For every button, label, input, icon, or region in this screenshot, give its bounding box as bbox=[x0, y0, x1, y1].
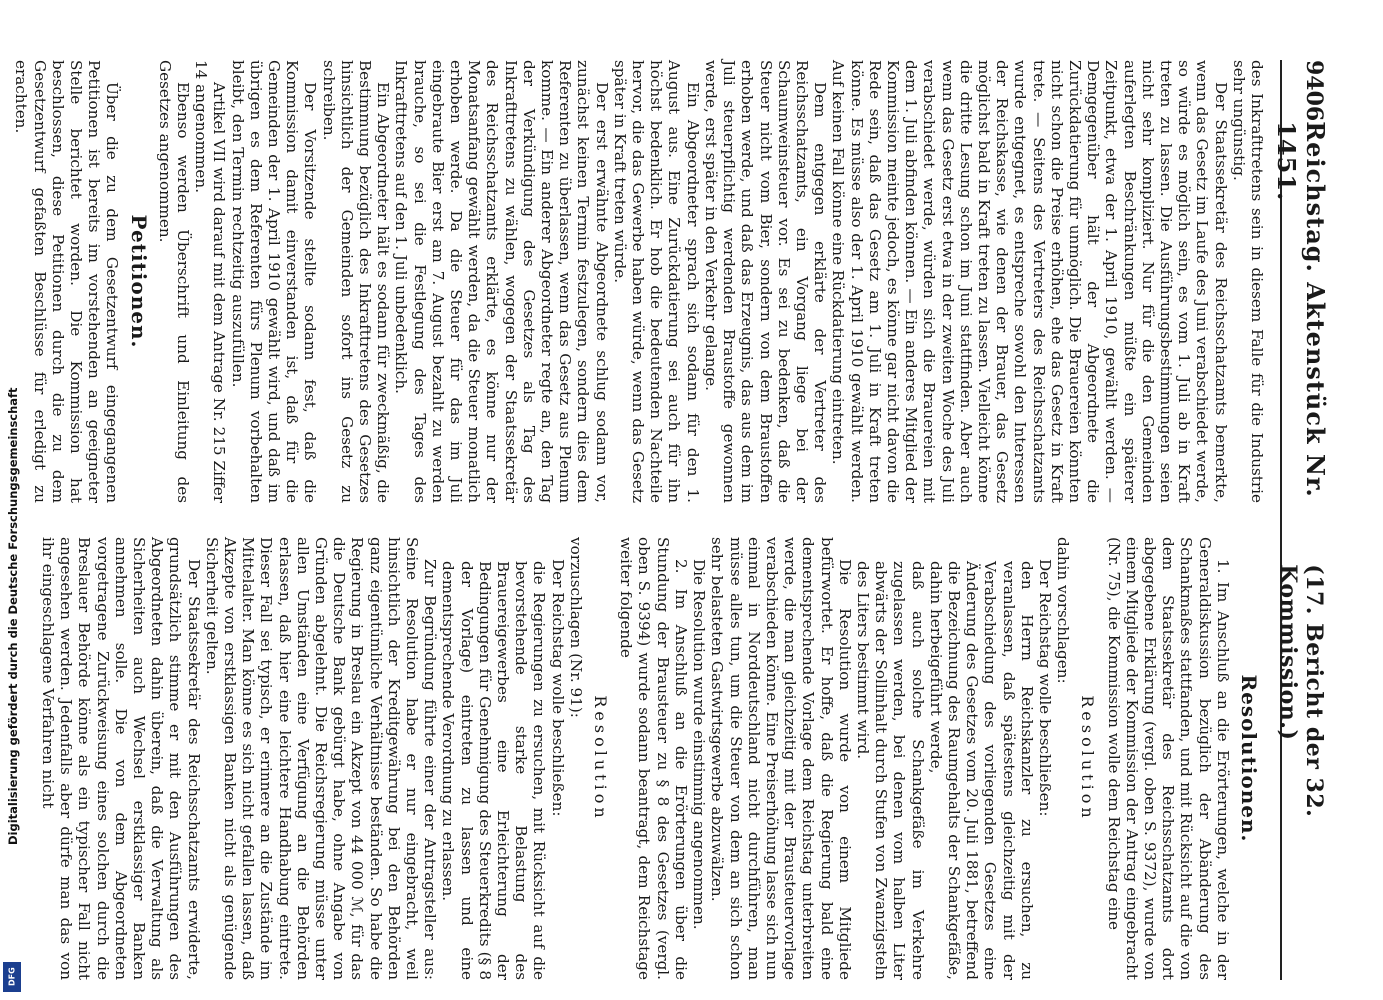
section-heading-petitions: Petitionen. bbox=[126, 214, 151, 349]
right-column bbox=[39, 537, 1266, 980]
paragraph: Ein Abgeordneter sprach sich sodann für den 1. August aus. Eine Zurückdatierung sei auch für ihn höchst bedenklich. Er hob die bedeutenden Nachteile hervor, die das Gewerbe haben würde, wenn das Gesetz später in Kraft treten würde. bbox=[610, 60, 702, 503]
paragraph: Die Resolution wurde einstimmig angenommen. bbox=[690, 559, 709, 930]
paragraph: Der Reichstag wolle beschließen: bbox=[548, 559, 567, 817]
paragraph: Der Staatssekretär des Reichsschatzamts bemerkte, wenn das Gesetz im Laufe des Juni verabschiedet werde, so würde es möglich sein, es vom 1. Juli ab in Kraft treten zu lassen. Die Ausführungsbestimmungen seien nicht sehr kompliziert. Nur für die den Gemeinden auferlegten Beschränkungen müßte ein späterer Zeitpunkt, etwa der 1. April 1910, gewählt werden. — Demgegenüber hält der Abgeordnete die Zurückdatierung für unmöglich. Die Brauereien könnten nicht schon die Preise erhöhen, ehe das Gesetz in Kraft trete. — Seitens des Vertreters des Reichsschatzamts wurde entgegnet, es entspreche sowohl den Interessen der Reichskasse, wie denen der Brauer, das Gesetz möglichst bald in Kraft treten zu lassen. Vielleicht könne die dritte Lesung schon im Juni stattfinden. Aber auch wenn das Gesetz erst etwa in der zweiten Woche des Juli verabschiedet werde, würden sich die Brauereien mit dem 1. Juli abfinden können. — Ein anderes Mitglied der Kommission meinte jedoch, es könne gar nicht davon die Rede sein, daß das Gesetz am 1. Juli in Kraft treten könne. Es müsse also der 1. April 1910 gewählt werden. Auf keinen Fall könne eine Rückdatierung eintreten. bbox=[829, 60, 1230, 503]
paragraph: Der Staatssekretär des Reichsschatzamts erwiderte, grundsätzlich stimme er mit den Ausführungen des Abgeordneten dahin überein, daß die Verwaltung als Sicherheiten auch Wechsel erstklassiger Banken annehmen solle. Die von dem Abgeordneten vorgetragene Zurückweisung eines solchen durch die Breslauer Behörde könne als ein typischer Fall nicht angesehen werden. Jedenfalls aber dürfe man das von ihr eingeschlagene Verfahren nicht bbox=[39, 537, 203, 980]
dfg-logo: DFG bbox=[3, 962, 21, 992]
paragraph: Der erst erwähnte Abgeordnete schlug sodann vor, zunächst keinen Termin festzulegen, sondern dies dem Referenten zu überlassen, wenn das Gesetz aus Plenum komme. — Ein anderer Abgeordneter regte an, den Tag der Verkündigung des Gesetzes als Tag des Inkrafttretens zu wählen, wogegen der Staatssekretär des Reichsschatzamts erklärte, es könne nur der Monatsanfang gewählt werden, da die Steuer monatlich erhoben werde. Da die Steuer für das im Juli eingebraute Bier erst am 7. August bezahlt zu werden brauche, so sei die Festlegung des Tages des Inkrafttretens auf den 1. Juli unbedenklich. bbox=[392, 60, 611, 503]
paragraph: Ein Abgeordneter hält es sodann für zweckmäßig, die Bestimmung bezüglich des Inkrafttretens des Gesetzes hinsichtlich der Gemeinden sofort ins Gesetz zu schreiben. bbox=[319, 60, 393, 503]
paragraph: Über die zu dem Gesetzentwurf eingegangenen Petitionen ist bereits im vorstehenden an geeigneter Stelle berichtet worden. Die Kommission hat beschlossen, diese Petitionen durch die zu dem Gesetzentwurf gefaßten Beschlüsse für erledigt zu erachten. bbox=[12, 60, 122, 503]
left-column bbox=[12, 60, 1266, 503]
paragraph: Artikel VII wird darauf mit dem Antrage Nr. 215 Ziffer 14 angenommen. bbox=[192, 60, 229, 503]
paragraph: dahin vorschlagen: bbox=[1054, 537, 1073, 684]
paragraph: Dem entgegen erklärte der Vertreter des Reichsschatzamts, ein Vorgang liege bei der Schaumweinsteuer vor. Es sei zu bedenken, daß die Steuer nicht vom Bier, sondern von dem Braustoffen erhoben werde, und daß das Erzeugnis, das aus dem im Juli steuerpflichtig werdenden Braustoffe gewonnen werde, erst später in den Verkehr gelange. bbox=[701, 60, 830, 503]
quoted-paragraph: den Herrn Reichskanzler zu ersuchen, zu veranlassen, daß spätestens gleichzeitig mit der Verabschiedung des vorliegenden Gesetzes eine Änderung des Gesetzes vom 20. Juli 1881, betreffend die Bezeichnung des Raumgehalts der Schankgefäße, dahin herbeigeführt werde, bbox=[926, 561, 1036, 980]
funding-note: Digitalisierung gefördert durch die Deutsche Forschungsgemeinschaft bbox=[6, 387, 20, 845]
paragraph: Ebenso werden Überschrift und Einleitung des Gesetzes angenommen. bbox=[155, 60, 193, 503]
quoted-paragraph: die Regierungen zu ersuchen, mit Rücksicht auf die bevorstehende starke Belastung des Brauereigewerbes eine Erleichterung der Bedingungen für Genehmigung des Steuerkredits (§ 8 der Vorlage) eintreten zu lassen und eine dementsprechende Verordnung zu erlassen. bbox=[439, 561, 549, 980]
page-header bbox=[1272, 60, 1330, 980]
header-report: (17. Bericht der 32. Kommission.) bbox=[1275, 564, 1327, 818]
paragraph: 1. Im Anschluß an die Erörterungen, welche in der Generaldiskussion bezüglich der Abänderung des Schankmaßes stattfanden, und mit Rücksicht auf die von dem Staatssekretär des Reichsschatzamts dort abgegebene Erklärung (vergl. oben S. 9372), wurde von einem Mitgliede der Kommission der Antrag eingebracht (Nr. 75), die Kommission wolle dem Reichstag eine bbox=[1104, 537, 1232, 980]
paragraph: Der Reichstag wolle beschließen: bbox=[1035, 559, 1054, 817]
paragraph: Der Vorsitzende stellte sodann fest, daß die Kommission damit einverstanden ist, daß für die Gemeinden der 1. April 1910 gewählt wird, und daß im übrigen es dem Referenten fürs Plenum vorbehalten bleibt, den Termin rechtzeitig auszufüllen. bbox=[228, 60, 320, 503]
header-title: Reichstag. Aktenstück Nr. 1451. bbox=[1272, 121, 1330, 498]
paragraph: Zur Begründung führte einer der Antragsteller aus: Seine Resolution habe er nur eingebracht, weil hinsichtlich der Kreditgewährung bei den Behörden ganz eigentümliche Verhältnisse beständen. So habe die Regierung in Breslau ein Akzept von 44 000 ℳ, für das die Deutsche Bank gebürgt habe, ohne Angabe von Gründen abgelehnt. Die Reichsregierung müsse unter allen Umständen eine Verfügung an die Behörden erlassen, daß hier eine leichtere Handhabung eintrete. Dieser Fall sei typisch, er erinnere an die Zustände im Mittelalter. Man könne es sich nicht gefallen lassen, daß Akzepte von erstklassigen Banken nicht als genügende Sicherheit gelten. bbox=[202, 537, 440, 980]
paragraph: 2. Im Anschluß an die Erörterungen über die Stundung der Brausteuer zu § 8 des Gesetzes (vergl. oben S. 9394) wurde sodann beantragt, dem Reichstage weiter folgende bbox=[617, 537, 690, 980]
subheading-resolution: Resolution bbox=[591, 695, 611, 822]
page-number: 9406 bbox=[1301, 60, 1327, 122]
section-heading-resolutions: Resolutionen. bbox=[1237, 674, 1261, 843]
paragraph: vorzuschlagen (Nr. 91): bbox=[566, 537, 585, 718]
paragraph: des Inkrafttretens sein in diesem Falle für die Industrie sehr ungünstig. bbox=[1229, 60, 1266, 503]
paragraph: Die Resolution wurde von einem Mitgliede befürwortet. Er hoffe, daß die Regierung bald eine dementsprechende Vorlage dem Reichstag unterbreiten werde, die man gleichzeitig mit der Brausteuervorlage verabschieden könne. Eine Preiserhöhung lasse sich nun einmal in Norddeutschland nicht durchführen, man müsse alles tun, um die Steuer von dem an sich schon sehr belasteten Gastwirtsgewerbe abzuwälzen. bbox=[708, 537, 854, 980]
subheading-resolution: Resolution bbox=[1078, 695, 1098, 822]
quoted-paragraph: daß auch solche Schankgefäße im Verkehre zugelassen werden, bei denen vom halben Liter abwärts der Sollinhalt durch Stufen von Zwanzigsteln des Liters bestimmt wird. bbox=[853, 561, 927, 980]
